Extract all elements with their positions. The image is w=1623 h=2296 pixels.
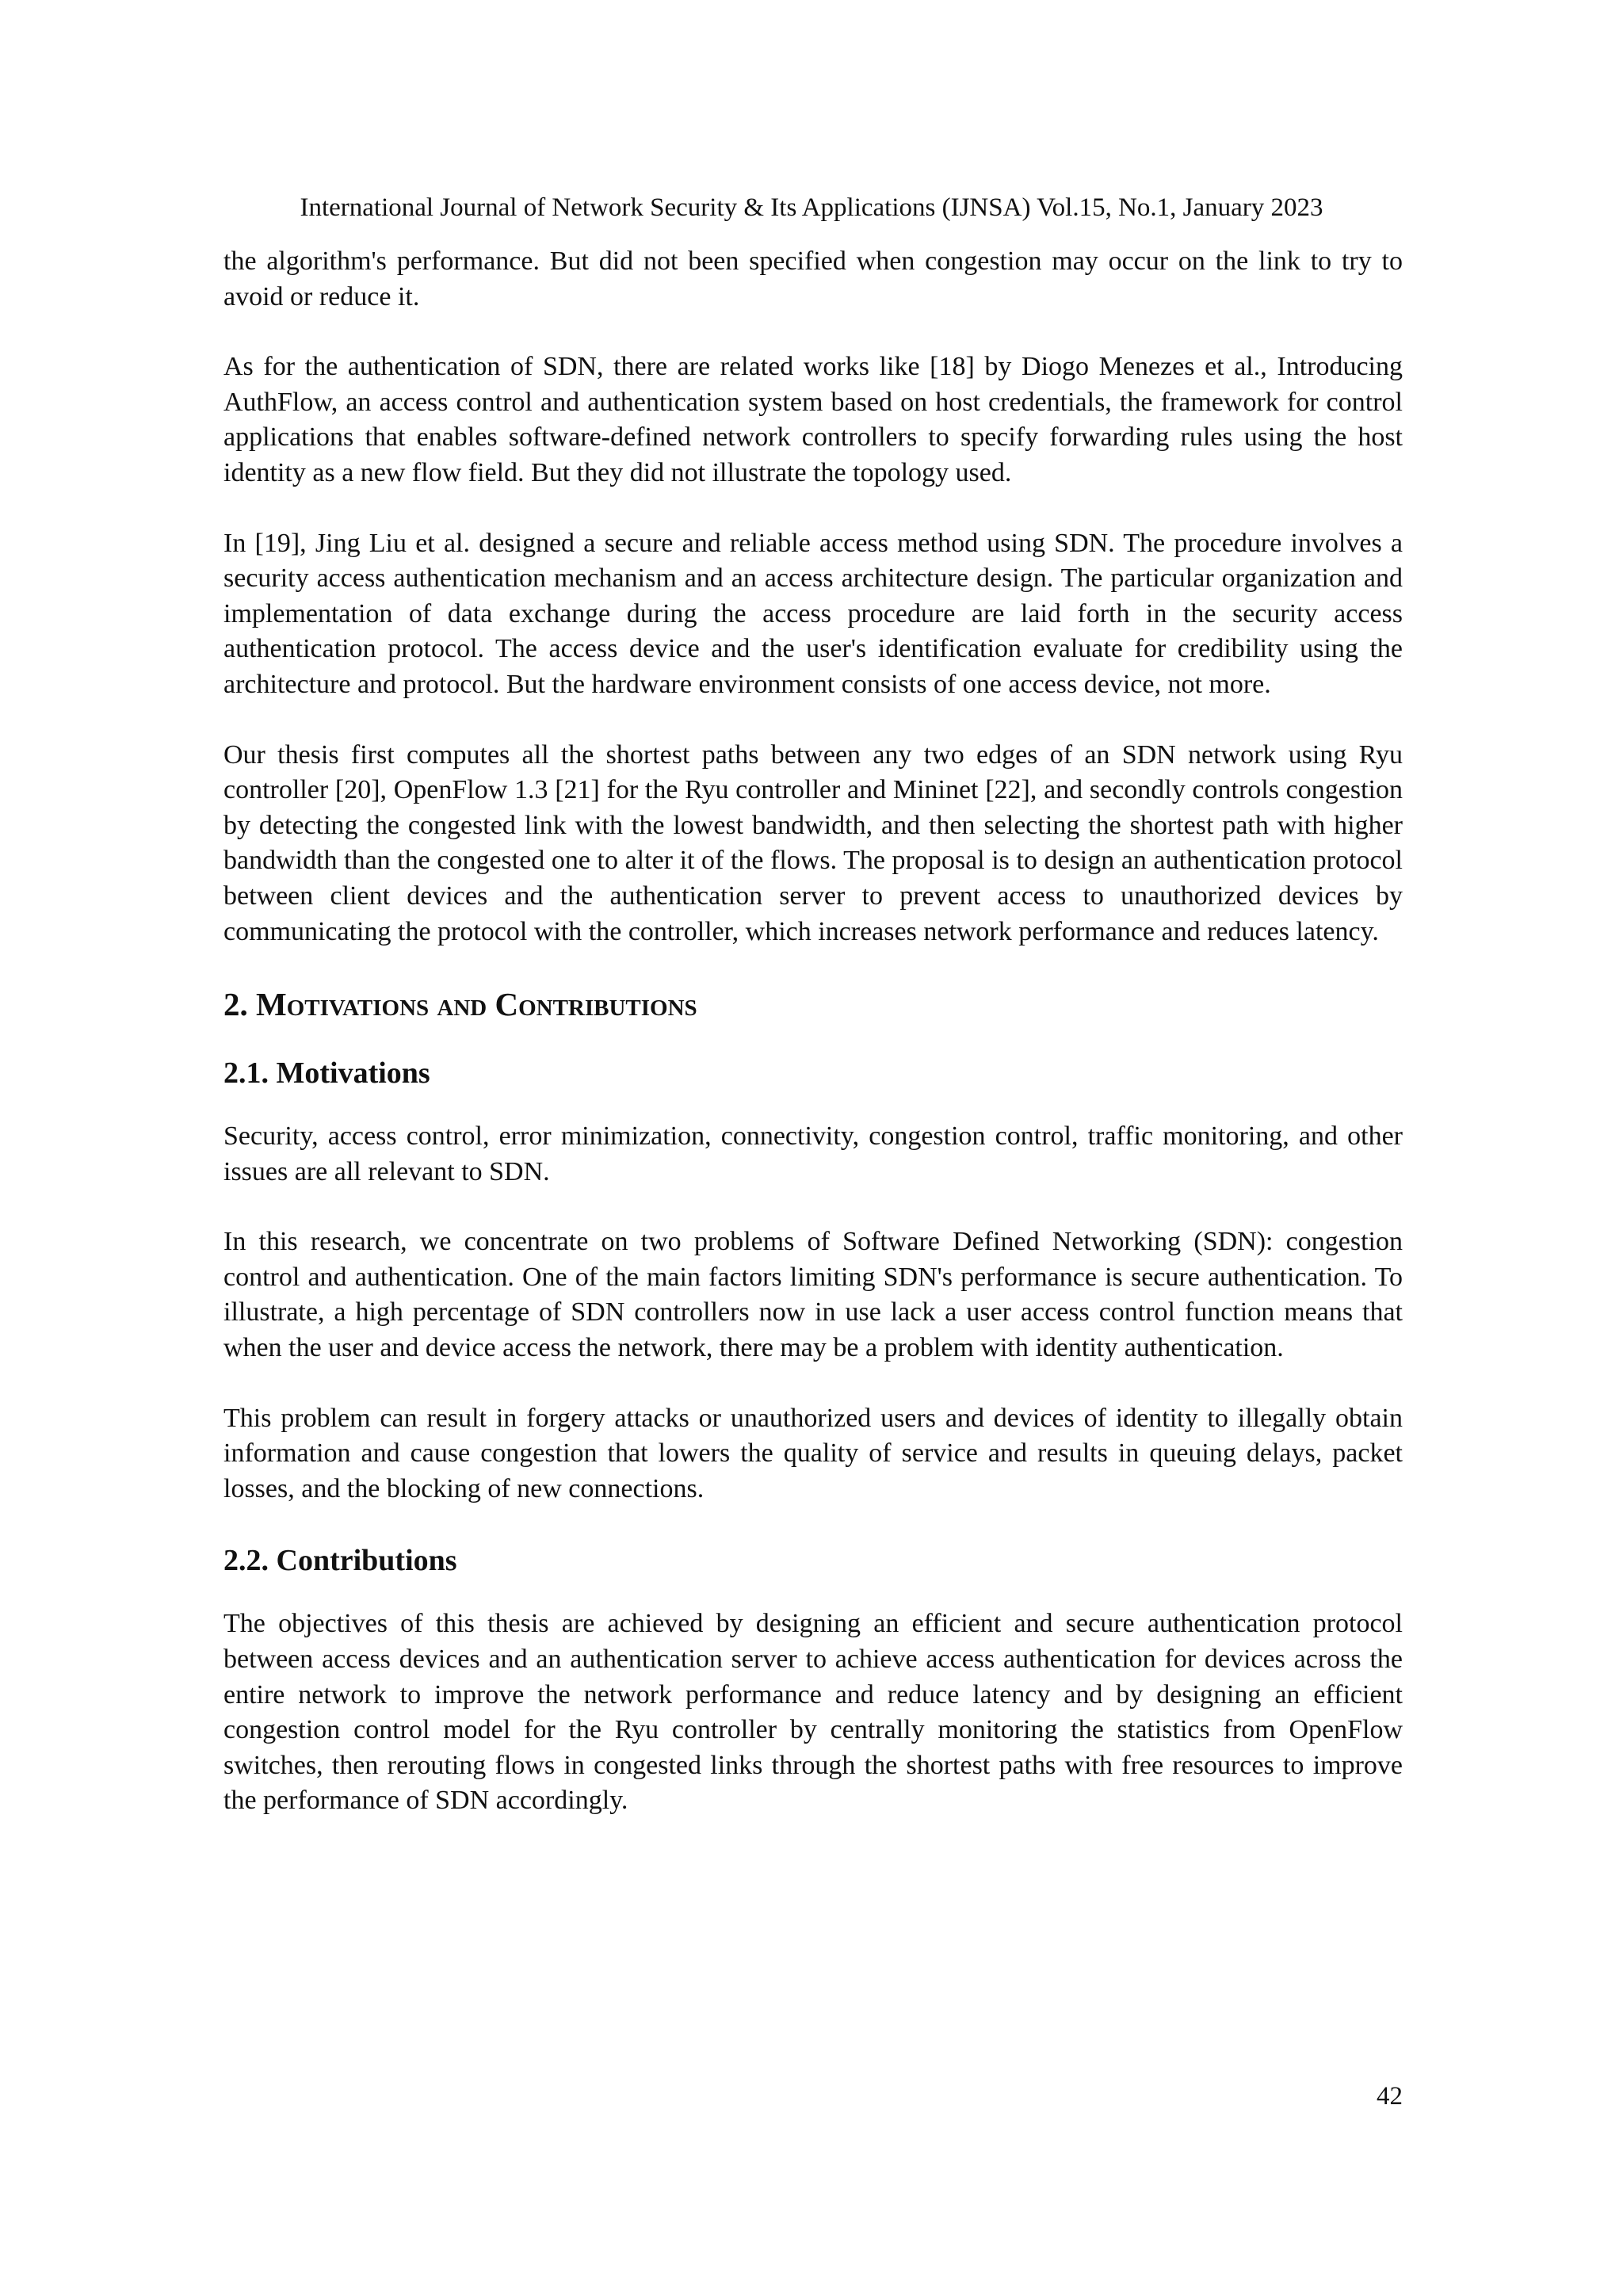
paragraph-our-thesis: Our thesis first computes all the shortest paths between any two edges of an SDN network using Ryu controller [20], OpenFlow 1.3 [21] for the Ryu controller and Mininet [22], and secondly controls congestion by detecting the congested link with the lowest bandwidth, and then selecting the shortest path with higher bandwidth than the congested one to alter it of the flows. The proposal is to design an authentication protocol between client devices and the authentication server to prevent access to unauthorized devices by communicating the protocol with the controller, which increases network performance and reduces latency. xyxy=(223,739,1403,946)
section-number: 2. xyxy=(223,986,248,1023)
subsection-heading-motivations: 2.1. Motivations xyxy=(223,1056,430,1091)
section-title: Motivations and Contributions xyxy=(256,986,697,1023)
paragraph-jing-liu: In [19], Jing Liu et al. designed a secure and reliable access method using SDN. The procedure involves a security access authentication mechanism and an access architecture design. The particular organization and implementation of data exchange during the access procedure are laid forth in the security access authentication protocol. The access device and the user's identification evaluate for credibility using the architecture and protocol. But the hardware environment consists of one access device, not more. xyxy=(223,528,1403,699)
paragraph-algorithm-performance: the algorithm's performance. But did not been specified when congestion may occur on the link to try to avoid or reduce it. xyxy=(223,246,1403,311)
paragraph-forgery-attacks: This problem can result in forgery attacks or unauthorized users and devices of identity to illegally obtain information and cause congestion that lowers the quality of service and results in queuing delays, packet losses, and the blocking of new connections. xyxy=(223,1403,1403,1503)
paragraph-research-problems: In this research, we concentrate on two problems of Software Defined Networking (SDN): congestion control and authentication. One of the main factors limiting SDN's performance is secure authentication. To illustrate, a high percentage of SDN controllers now in use lack a user access control function means that when the user and device access the network, there may be a problem with identity authentication. xyxy=(223,1227,1403,1363)
page-number: 42 xyxy=(1377,2082,1403,2111)
running-header: International Journal of Network Security & Its Applications (IJNSA) Vol.15, No.1, January 2023 xyxy=(300,193,1323,222)
paragraph-sdn-issues: Security, access control, error minimization, connectivity, congestion control, traffic monitoring, and other issues are all relevant to SDN. xyxy=(223,1121,1403,1186)
section-heading-motivations-contributions xyxy=(223,984,1403,1024)
main-content xyxy=(223,244,1403,1854)
subsection-heading-contributions: 2.2. Contributions xyxy=(223,1544,457,1578)
paragraph-authflow: As for the authentication of SDN, there are related works like [18] by Diogo Menezes et al., Introducing AuthFlow, an access control and authentication system based on host credentials, the framework for control applications that enables software-defined network controllers to specify forwarding rules using the host identity as a new flow field. But they did not illustrate the topology used. xyxy=(223,352,1403,487)
paragraph-objectives: The objectives of this thesis are achieved by designing an efficient and secure authentication protocol between access devices and an authentication server to achieve access authentication for devices across the entire network to improve the network performance and reduce latency and by designing an efficient congestion control model for the Ryu controller by centrally monitoring the statistics from OpenFlow switches, then rerouting flows in congested links through the shortest paths with free resources to improve the performance of SDN accordingly. xyxy=(223,1609,1403,1816)
